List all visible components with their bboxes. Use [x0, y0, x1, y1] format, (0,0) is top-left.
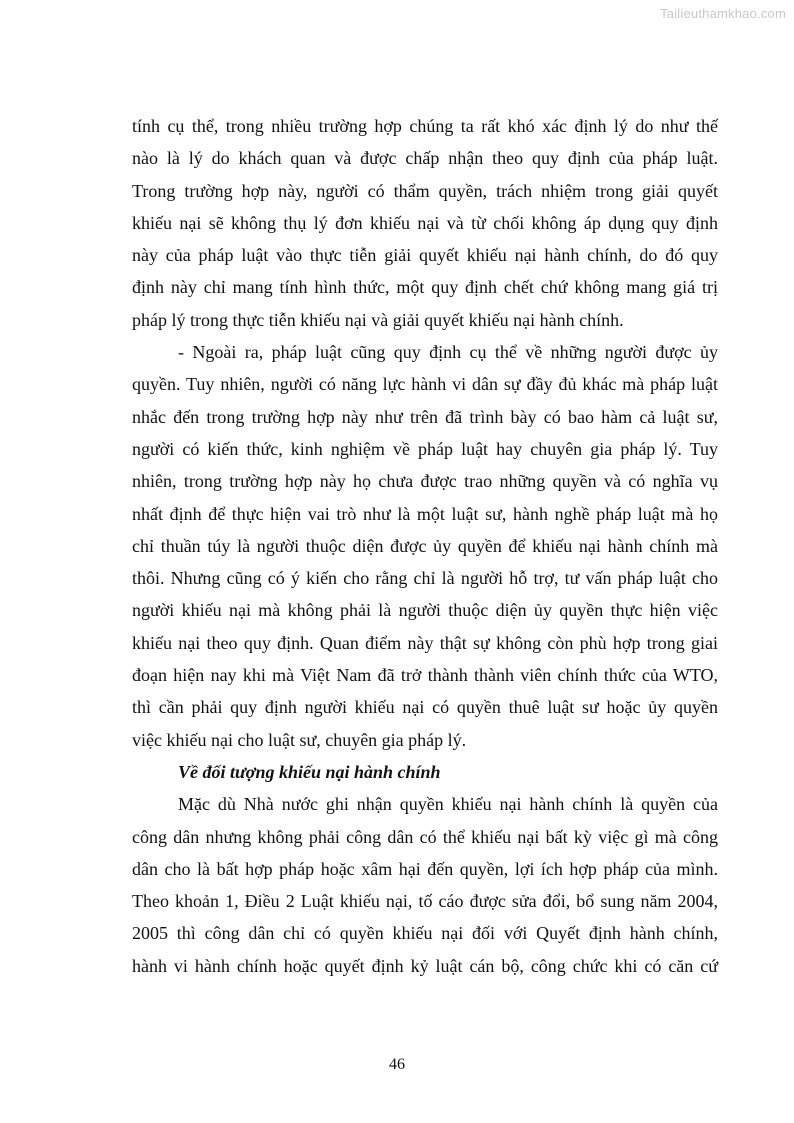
text-line: này của pháp luật vào thực tiễn giải quyết khiếu nại hành chính, do đó quy	[132, 245, 718, 266]
paragraph	[132, 110, 718, 336]
text-line: - Ngoài ra, pháp luật cũng quy định cụ thể về những người được ủy	[178, 342, 718, 363]
text-line: quyền. Tuy nhiên, người có năng lực hành vi dân sự đầy đủ khác mà pháp luật	[132, 374, 718, 395]
text-line: khiếu nại sẽ không thụ lý đơn khiếu nại và từ chối không áp dụng quy định	[132, 212, 718, 233]
text-line: nào là lý do khách quan và được chấp nhận theo quy định của pháp luật.	[132, 148, 718, 169]
text-line: 2005 thì công dân chỉ có quyền khiếu nại đối với Quyết định hành chính,	[132, 923, 718, 944]
text-line: người có kiến thức, kinh nghiệm về pháp luật hay chuyên gia pháp lý. Tuy	[132, 438, 718, 459]
text-line: nhắc đến trong trường hợp này như trên đã trình bày có bao hàm cả luật sư,	[132, 406, 718, 427]
text-line: nhiên, trong trường hợp này họ chưa được trao những quyền và có nghĩa vụ	[132, 471, 718, 492]
text-line: đoạn hiện nay khi mà Việt Nam đã trở thành thành viên chính thức của WTO,	[132, 665, 718, 686]
text-line: việc khiếu nại cho luật sư, chuyên gia pháp lý.	[132, 729, 467, 750]
text-line: thì cần phải quy định người khiếu nại có quyền thuê luật sư hoặc ủy quyền	[132, 697, 718, 718]
watermark: Tailieuthamkhao.com	[660, 6, 786, 21]
text-line: hành vi hành chính hoặc quyết định kỷ luật cán bộ, công chức khi có căn cứ	[132, 955, 718, 976]
paragraph	[132, 788, 718, 982]
text-line: tính cụ thể, trong nhiều trường hợp chúng ta rất khó xác định lý do như thế	[132, 116, 718, 136]
text-line: dân cho là bất hợp pháp hoặc xâm hại đến quyền, lợi ích hợp pháp của mình.	[132, 858, 718, 879]
text-line: pháp lý trong thực tiễn khiếu nại và giải quyết khiếu nại hành chính.	[132, 309, 624, 330]
section-heading: Về đối tượng khiếu nại hành chính	[178, 761, 441, 782]
text-line: nhất định để thực hiện vai trò như là một luật sư, hành nghề pháp luật mà họ	[132, 503, 718, 524]
text-line: khiếu nại theo quy định. Quan điểm này thật sự không còn phù hợp trong giai	[132, 632, 718, 653]
text-line: người khiếu nại mà không phải là người thuộc diện ủy quyền thực hiện việc	[132, 600, 718, 621]
text-line: Trong trường hợp này, người có thẩm quyền, trách nhiệm trong giải quyết	[132, 180, 718, 201]
text-line: thôi. Nhưng cũng có ý kiến cho rằng chỉ là người hỗ trợ, tư vấn pháp luật cho	[132, 568, 718, 589]
document-body	[132, 110, 718, 982]
text-line: Mặc dù Nhà nước ghi nhận quyền khiếu nại hành chính là quyền của	[178, 794, 718, 815]
text-line: công dân nhưng không phải công dân có thể khiếu nại bất kỳ việc gì mà công	[132, 826, 718, 847]
page-number: 46	[389, 1056, 405, 1073]
text-line: định này chỉ mang tính hình thức, một quy định chết chứ không mang giá trị	[132, 277, 718, 298]
paragraph	[132, 336, 718, 756]
text-line: Theo khoản 1, Điều 2 Luật khiếu nại, tố cáo được sửa đổi, bổ sung năm 2004,	[132, 891, 718, 912]
text-line: chỉ thuần túy là người thuộc diện được ủy quyền để khiếu nại hành chính mà	[132, 535, 718, 556]
